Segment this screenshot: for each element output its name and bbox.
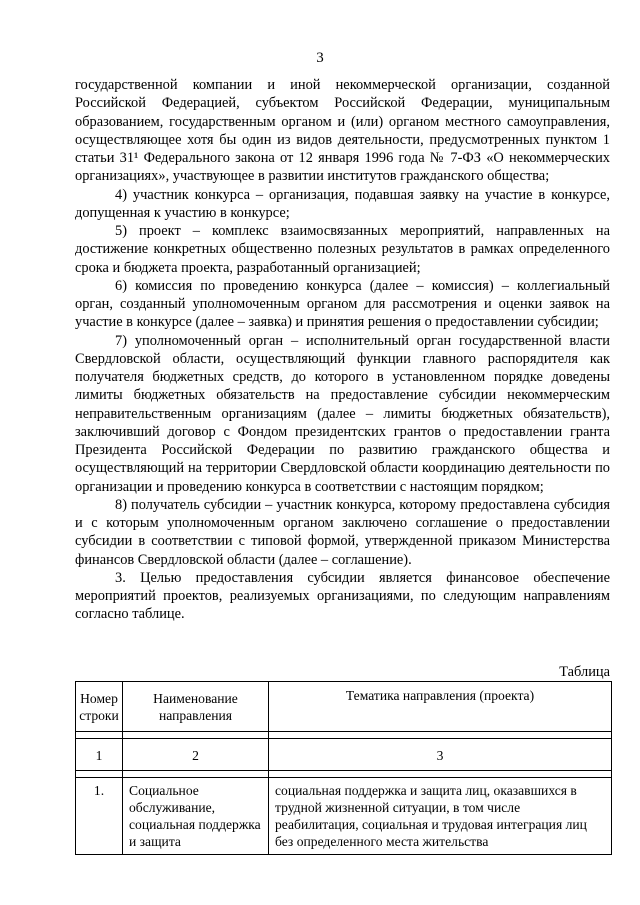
paragraph: 7) уполномоченный орган – исполнительный орган государственной власти Свердловской области, осуществляющий функции главного распорядителя как получателя бюджетных средств, до которого в установленном порядке доведены лимиты бюджетных обязательств на предоставление субсидии некоммерческим неправительственным организациям (далее – лимиты бюджетных обязательств), заключивший договор с Фондом президентских грантов о предоставлении гранта Президента Российской Федерации по развитию гражданского общества и осуществляющий на территории Свердловской области координацию деятельности по организации и проведению конкурса в соответствии с настоящим порядком; [75, 332, 610, 495]
paragraph: 8) получатель субсидии – участник конкурса, которому предоставлена субсидия и с которым уполномоченным органом заключено соглашение о предоставлении субсидии в соответствии с типовой формой, утвержденной приказом Министерства финансов Свердловской области (далее – соглашение). [75, 496, 610, 568]
column-number-2: 2 [123, 739, 269, 771]
column-number-1: 1 [76, 739, 123, 771]
paragraph: государственной компании и иной некоммерческой организации, созданной Российской Федерацией, субъектом Российской Федерации, муниципальным образованием, государственным органом и (или) органом местного самоуправления, осуществляющее хотя бы один из видов деятельности, предусмотренных пунктом 1 статьи 31¹ Федерального закона от 12 января 1996 года № 7-ФЗ «О некоммерческих организациях», участвующее в развитии институтов гражданского общества; [75, 77, 610, 185]
table-spacer-row [76, 771, 612, 778]
paragraph: 5) проект – комплекс взаимосвязанных мероприятий, направленных на достижение конкретных общественно полезных результатов в рамках определенного срока и бюджета проекта, разработанный организацией; [75, 223, 610, 276]
row-number: 1. [76, 778, 123, 855]
directions-table [75, 681, 612, 855]
header-direction-topic: Тематика направления (проекта) [269, 682, 612, 732]
page-number: 3 [316, 50, 324, 66]
table-spacer-row [76, 732, 612, 739]
paragraph: 6) комиссия по проведению конкурса (далее – комиссия) – коллегиальный орган, созданный уполномоченным органом для рассмотрения и оценки заявок на участие в конкурсе (далее – заявка) и принятия решения о предоставлении субсидии; [75, 277, 610, 331]
header-direction-name: Наименование направления [123, 682, 269, 732]
direction-name: Социальное обслуживание, социальная поддержка и защита [123, 778, 269, 855]
direction-topic: социальная поддержка и защита лиц, оказавшихся в трудной жизненной ситуации, в том числе реабилитация, социальная и трудовая интеграция лиц без определенного места жительства [269, 778, 612, 855]
column-number-3: 3 [269, 739, 612, 771]
paragraph: 3. Целью предоставления субсидии является финансовое обеспечение мероприятий проектов, реализуемых организациями, по следующим направлениям согласно таблице. [75, 569, 610, 623]
table-row [76, 778, 612, 855]
document-body [75, 76, 610, 624]
header-row-number: Номер строки [76, 682, 123, 732]
table-caption: Таблица [559, 664, 610, 680]
paragraph: 4) участник конкурса – организация, подавшая заявку на участие в конкурсе, допущенная к участию в конкурсе; [75, 186, 610, 221]
table-numbering-row [76, 739, 612, 771]
table-header-row [76, 682, 612, 732]
